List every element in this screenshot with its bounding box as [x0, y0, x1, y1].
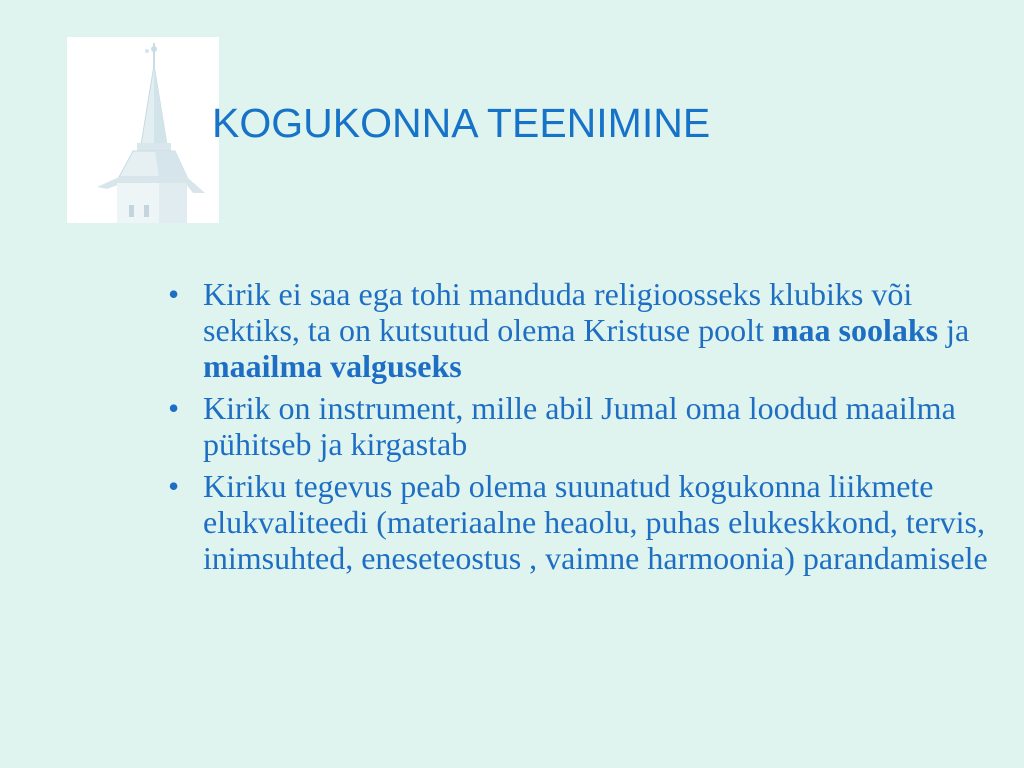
bold-phrase-light: maailma valguseks — [203, 348, 462, 384]
bullet-item — [168, 468, 988, 576]
bullet-item — [168, 390, 988, 462]
slide-title: KOGUKONNA TEENIMINE — [212, 100, 711, 146]
bullet-text-conjunction: ja — [938, 312, 970, 348]
bullet-text: Kirik on instrument, mille abil Jumal oma loodud maailma pühitseb ja kirgastab — [203, 390, 956, 462]
bullet-text: Kiriku tegevus peab olema suunatud kogukonna liikmete elukvaliteedi (materiaalne heaolu, puhas elukeskkond, tervis, inimsuhted, eneseteostus , vaimne harmoonia) parandamisele — [203, 468, 988, 576]
bullet-dot: • — [168, 390, 180, 426]
church-steeple-icon — [67, 37, 219, 223]
bullet-list — [168, 276, 988, 582]
bullet-dot: • — [168, 276, 180, 312]
bullet-item — [168, 276, 988, 384]
bold-phrase-salt: maa soolaks — [771, 312, 939, 348]
bullet-text: Kirik ei saa ega tohi manduda religioosseks klubiks või sektiks, ta on kutsutud olema Kristuse poolt — [203, 276, 913, 348]
bullet-dot: • — [168, 468, 180, 504]
